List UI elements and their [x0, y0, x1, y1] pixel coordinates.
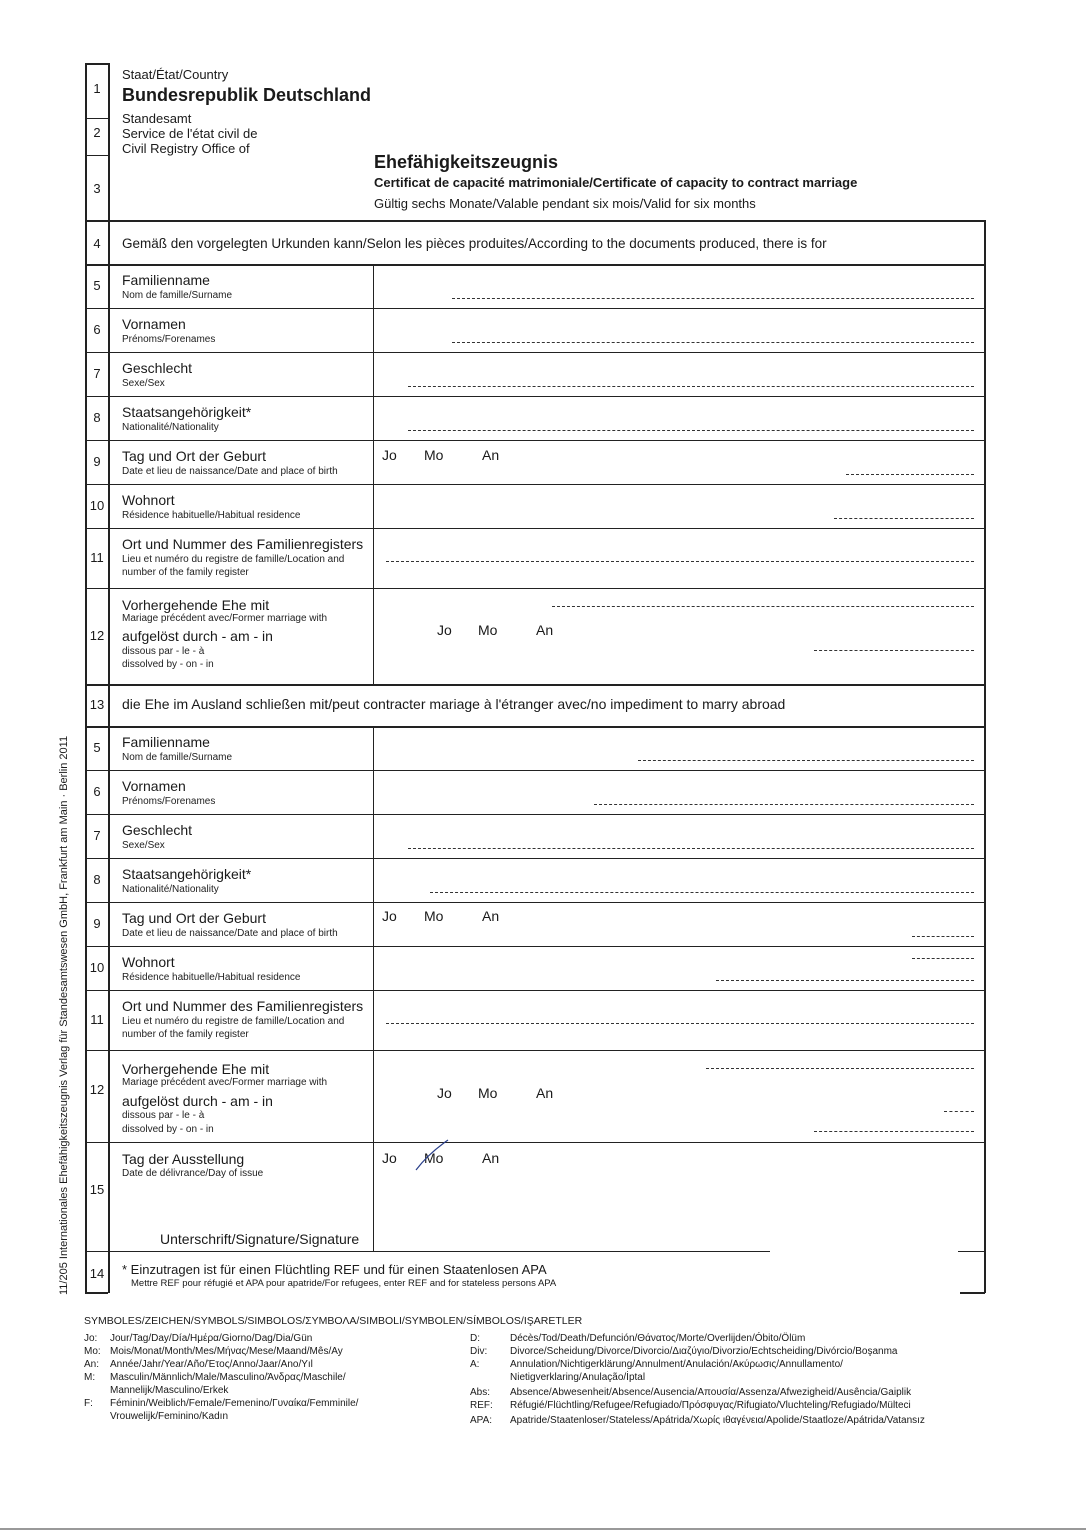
- footnote-main: * Einzutragen ist für einen Flüchtling REF und für einen Staatenlosen APA: [122, 1262, 547, 1277]
- footnote-sub: Mettre REF pour réfugié et APA pour apatride/For refugees, enter REF and for stateless persons APA: [131, 1278, 557, 1289]
- residence-field[interactable]: [834, 518, 974, 519]
- row-number: 11: [90, 550, 104, 565]
- sex-sub: Sexe/Sex: [122, 840, 165, 851]
- signature-field[interactable]: [374, 1224, 774, 1250]
- nationality-label: Staatsangehörigkeit*: [122, 404, 252, 420]
- issue-day-label: Jo: [382, 1150, 397, 1166]
- nationality-sub: Nationalité/Nationality: [122, 422, 219, 433]
- row-number: 11: [90, 1012, 104, 1027]
- dissolved-field[interactable]: [814, 650, 974, 651]
- intro-text: Gemäß den vorgelegten Urkunden kann/Selon les pièces produites/According to the documents produced, there is for: [122, 236, 827, 251]
- forenames-label: Vornamen: [122, 316, 186, 332]
- row-number: 8: [93, 872, 101, 887]
- birth-field[interactable]: [846, 474, 974, 475]
- row-number: 7: [93, 828, 101, 843]
- surname-field[interactable]: [452, 298, 974, 299]
- previous-marriage-label: Vorhergehende Ehe mit: [122, 597, 270, 613]
- birth-day-label: Jo: [382, 447, 397, 463]
- row-number: 15: [89, 1182, 105, 1197]
- dissolved-field-2a[interactable]: [944, 1111, 974, 1112]
- birth-sub: Date et lieu de naissance/Date and place of birth: [122, 466, 338, 477]
- nationality-sub: Nationalité/Nationality: [122, 884, 219, 895]
- register-sub-1: Lieu et numéro du registre de famille/Location and: [122, 1016, 345, 1027]
- nationality-field[interactable]: [408, 430, 974, 431]
- symbol-key: An:: [84, 1359, 100, 1370]
- dissolved-label: aufgelöst durch - am - in: [122, 1093, 273, 1109]
- surname-sub: Nom de famille/Surname: [122, 752, 233, 763]
- residence-field-2b[interactable]: [716, 980, 974, 981]
- dissolved-year-label: An: [536, 622, 554, 638]
- birth-year-label: An: [482, 908, 500, 924]
- previous-marriage-sub: Mariage précédent avec/Former marriage with: [122, 613, 328, 624]
- validity-note: Gültig sechs Monate/Valable pendant six mois/Valid for six months: [374, 196, 756, 211]
- residence-sub: Résidence habituelle/Habitual residence: [122, 972, 301, 983]
- symbol-key: D:: [470, 1333, 480, 1344]
- sex-sub: Sexe/Sex: [122, 378, 165, 389]
- forenames-label: Vornamen: [122, 778, 186, 794]
- register-field-2[interactable]: [386, 1023, 974, 1024]
- symbol-value: Année/Jahr/Year/Año/Έτος/Anno/Jaar/Ano/Yıl: [110, 1359, 313, 1370]
- symbol-value: Annulation/Nichtigerklärung/Annulment/Anulación/Ακύρωσις/Annullamento/: [510, 1359, 843, 1370]
- residence-sub: Résidence habituelle/Habitual residence: [122, 510, 301, 521]
- forenames-field-2[interactable]: [594, 804, 974, 805]
- row-number: 1: [93, 81, 101, 96]
- register-sub-2: number of the family register: [122, 567, 249, 578]
- symbol-value: Féminin/Weiblich/Female/Femenino/Γυναίκα/Femminile/: [110, 1398, 359, 1409]
- dissolved-day-label: Jo: [437, 1085, 452, 1101]
- document-title: Ehefähigkeitszeugnis: [374, 152, 559, 172]
- dissolved-sub-1: dissous par - le - à: [122, 646, 205, 657]
- country-label: Staat/État/Country: [122, 67, 229, 82]
- registry-label: [122, 111, 257, 156]
- register-sub-1: Lieu et numéro du registre de famille/Location and: [122, 554, 345, 565]
- row-number: 10: [89, 960, 105, 975]
- registry-label-de: Standesamt: [122, 111, 192, 126]
- symbol-value: Divorce/Scheidung/Divorce/Divorcio/Διαζύγιο/Divorzio/Echtscheiding/Divórcio/Boşanma: [510, 1346, 898, 1357]
- symbol-value: Masculin/Männlich/Male/Masculino/Άνδρας/Maschile/: [110, 1372, 346, 1383]
- surname-sub: Nom de famille/Surname: [122, 290, 233, 301]
- symbol-key: REF:: [470, 1400, 493, 1411]
- previous-marriage-field[interactable]: [552, 606, 974, 607]
- row-number: 5: [93, 740, 101, 755]
- sex-field[interactable]: [408, 386, 974, 387]
- residence-label: Wohnort: [122, 492, 175, 508]
- previous-marriage-field-2[interactable]: [706, 1068, 974, 1069]
- issue-month-label: Mo: [424, 1150, 444, 1166]
- issue-date-label: Tag der Ausstellung: [122, 1151, 245, 1167]
- dissolved-label: aufgelöst durch - am - in: [122, 628, 273, 644]
- sex-field-2[interactable]: [408, 848, 974, 849]
- symbol-key: A:: [470, 1359, 480, 1370]
- row-number: 12: [89, 1082, 105, 1097]
- previous-marriage-sub: Mariage précédent avec/Former marriage with: [122, 1077, 328, 1088]
- row-number: 9: [93, 454, 101, 469]
- scan-edge: [0, 1528, 1086, 1530]
- symbol-key: Div:: [470, 1346, 488, 1357]
- sex-label: Geschlecht: [122, 360, 193, 376]
- row-number: 3: [93, 181, 101, 196]
- symbol-value: Absence/Abwesenheit/Absence/Ausencia/Απουσία/Assenza/Afwezigheid/Ausência/Gaiplik: [510, 1387, 912, 1398]
- register-label: Ort und Nummer des Familienregisters: [122, 536, 364, 552]
- nationality-field-2[interactable]: [430, 892, 974, 893]
- row-number: 9: [93, 916, 101, 931]
- surname-label: Familienname: [122, 272, 210, 288]
- symbol-value: Jour/Tag/Day/Día/Ημέρα/Giorno/Dag/Dia/Gün: [110, 1333, 313, 1344]
- row-number: 6: [93, 322, 101, 337]
- row-number: 6: [93, 784, 101, 799]
- row-number: 5: [93, 278, 101, 293]
- symbol-key: F:: [84, 1398, 93, 1409]
- symbol-value: Décès/Tod/Death/Defunción/Θάνατος/Morte/Overlijden/Óbito/Ölüm: [510, 1333, 806, 1344]
- symbol-key: Abs:: [470, 1387, 491, 1398]
- register-sub-2: number of the family register: [122, 1029, 249, 1040]
- forenames-sub: Prénoms/Forenames: [122, 796, 216, 807]
- document-subtitle: Certificat de capacité matrimoniale/Certificate of capacity to contract marriage: [374, 175, 858, 190]
- birth-month-label: Mo: [424, 447, 444, 463]
- signature-label: Unterschrift/Signature/Signature: [160, 1231, 360, 1247]
- birth-day-label: Jo: [382, 908, 397, 924]
- dissolved-field-2b[interactable]: [814, 1131, 974, 1132]
- issue-year-label: An: [482, 1150, 500, 1166]
- symbol-key: M:: [84, 1372, 96, 1383]
- sex-label: Geschlecht: [122, 822, 193, 838]
- row-number: 14: [89, 1266, 105, 1281]
- symbol-value: Mois/Monat/Month/Mes/Μήνας/Mese/Maand/Mês/Ay: [110, 1346, 343, 1357]
- row-number: 13: [89, 697, 105, 712]
- birth-year-label: An: [482, 447, 500, 463]
- residence-field-2a[interactable]: [912, 958, 974, 959]
- nationality-label: Staatsangehörigkeit*: [122, 866, 252, 882]
- previous-marriage-label: Vorhergehende Ehe mit: [122, 1061, 270, 1077]
- dissolved-sub-2: dissolved by - on - in: [122, 659, 214, 670]
- symbol-value: Apatride/Staatenloser/Stateless/Apátrida/Χωρίς ιθαγένεια/Apolide/Staatloze/Apátrida/Vatansız: [510, 1415, 925, 1426]
- symbols-title: SYMBOLES/ZEICHEN/SYMBOLS/SIMBOLOS/ΣΥΜΒΟΛΑ/SIMBOLI/SYMBOLEN/SÍMBOLOS/IŞARETLER: [84, 1315, 583, 1327]
- forenames-sub: Prénoms/Forenames: [122, 334, 216, 345]
- issue-date-sub: Date de délivrance/Day of issue: [122, 1168, 264, 1179]
- row-number: 12: [89, 628, 105, 643]
- pen-stroke-mark: [412, 1138, 452, 1174]
- birth-field-2[interactable]: [912, 936, 974, 937]
- abroad-text: die Ehe im Ausland schließen mit/peut contracter mariage à l'étranger avec/no impediment to marry abroad: [122, 696, 786, 712]
- row-number: 2: [93, 125, 101, 140]
- registry-label-fr: Service de l'état civil de: [122, 126, 258, 141]
- symbol-key: APA:: [470, 1415, 493, 1426]
- symbol-key: Jo:: [84, 1333, 98, 1344]
- birth-sub: Date et lieu de naissance/Date and place of birth: [122, 928, 338, 939]
- dissolved-day-label: Jo: [437, 622, 452, 638]
- birth-label: Tag und Ort der Geburt: [122, 448, 266, 464]
- symbol-value: Réfugié/Flüchtling/Refugee/Refugiado/Πρόσφυγας/Rifugiato/Vluchteling/Refugiado/Mülteci: [510, 1400, 911, 1411]
- birth-label: Tag und Ort der Geburt: [122, 910, 266, 926]
- symbol-value: Nietigverklaring/Anulação/İptal: [510, 1372, 646, 1383]
- registry-label-en: Civil Registry Office of: [122, 141, 250, 156]
- symbol-key: Mo:: [84, 1346, 101, 1357]
- forenames-field[interactable]: [452, 342, 974, 343]
- surname-field-2[interactable]: [638, 760, 974, 761]
- dissolved-sub-2: dissolved by - on - in: [122, 1124, 214, 1135]
- register-field[interactable]: [386, 561, 974, 562]
- dissolved-month-label: Mo: [478, 622, 498, 638]
- symbol-value: Vrouwelijk/Feminino/Kadın: [110, 1411, 229, 1422]
- dissolved-year-label: An: [536, 1085, 554, 1101]
- symbol-value: Mannelijk/Masculino/Erkek: [110, 1385, 229, 1396]
- row-number: 8: [93, 410, 101, 425]
- register-label: Ort und Nummer des Familienregisters: [122, 998, 364, 1014]
- row-number: 4: [93, 236, 101, 251]
- surname-label: Familienname: [122, 734, 210, 750]
- country-value: Bundesrepublik Deutschland: [122, 85, 372, 105]
- birth-month-label: Mo: [424, 908, 444, 924]
- row-number: 7: [93, 366, 101, 381]
- row-number: 10: [89, 498, 105, 513]
- dissolved-sub-1: dissous par - le - à: [122, 1110, 205, 1121]
- publisher-imprint: 11/205 Internationales Ehefähigkeitszeugnis Verlag für Standesamtswesen GmbH, Frankfurt am Main · Berlin 2011: [58, 735, 70, 1295]
- residence-label: Wohnort: [122, 954, 175, 970]
- dissolved-month-label: Mo: [478, 1085, 498, 1101]
